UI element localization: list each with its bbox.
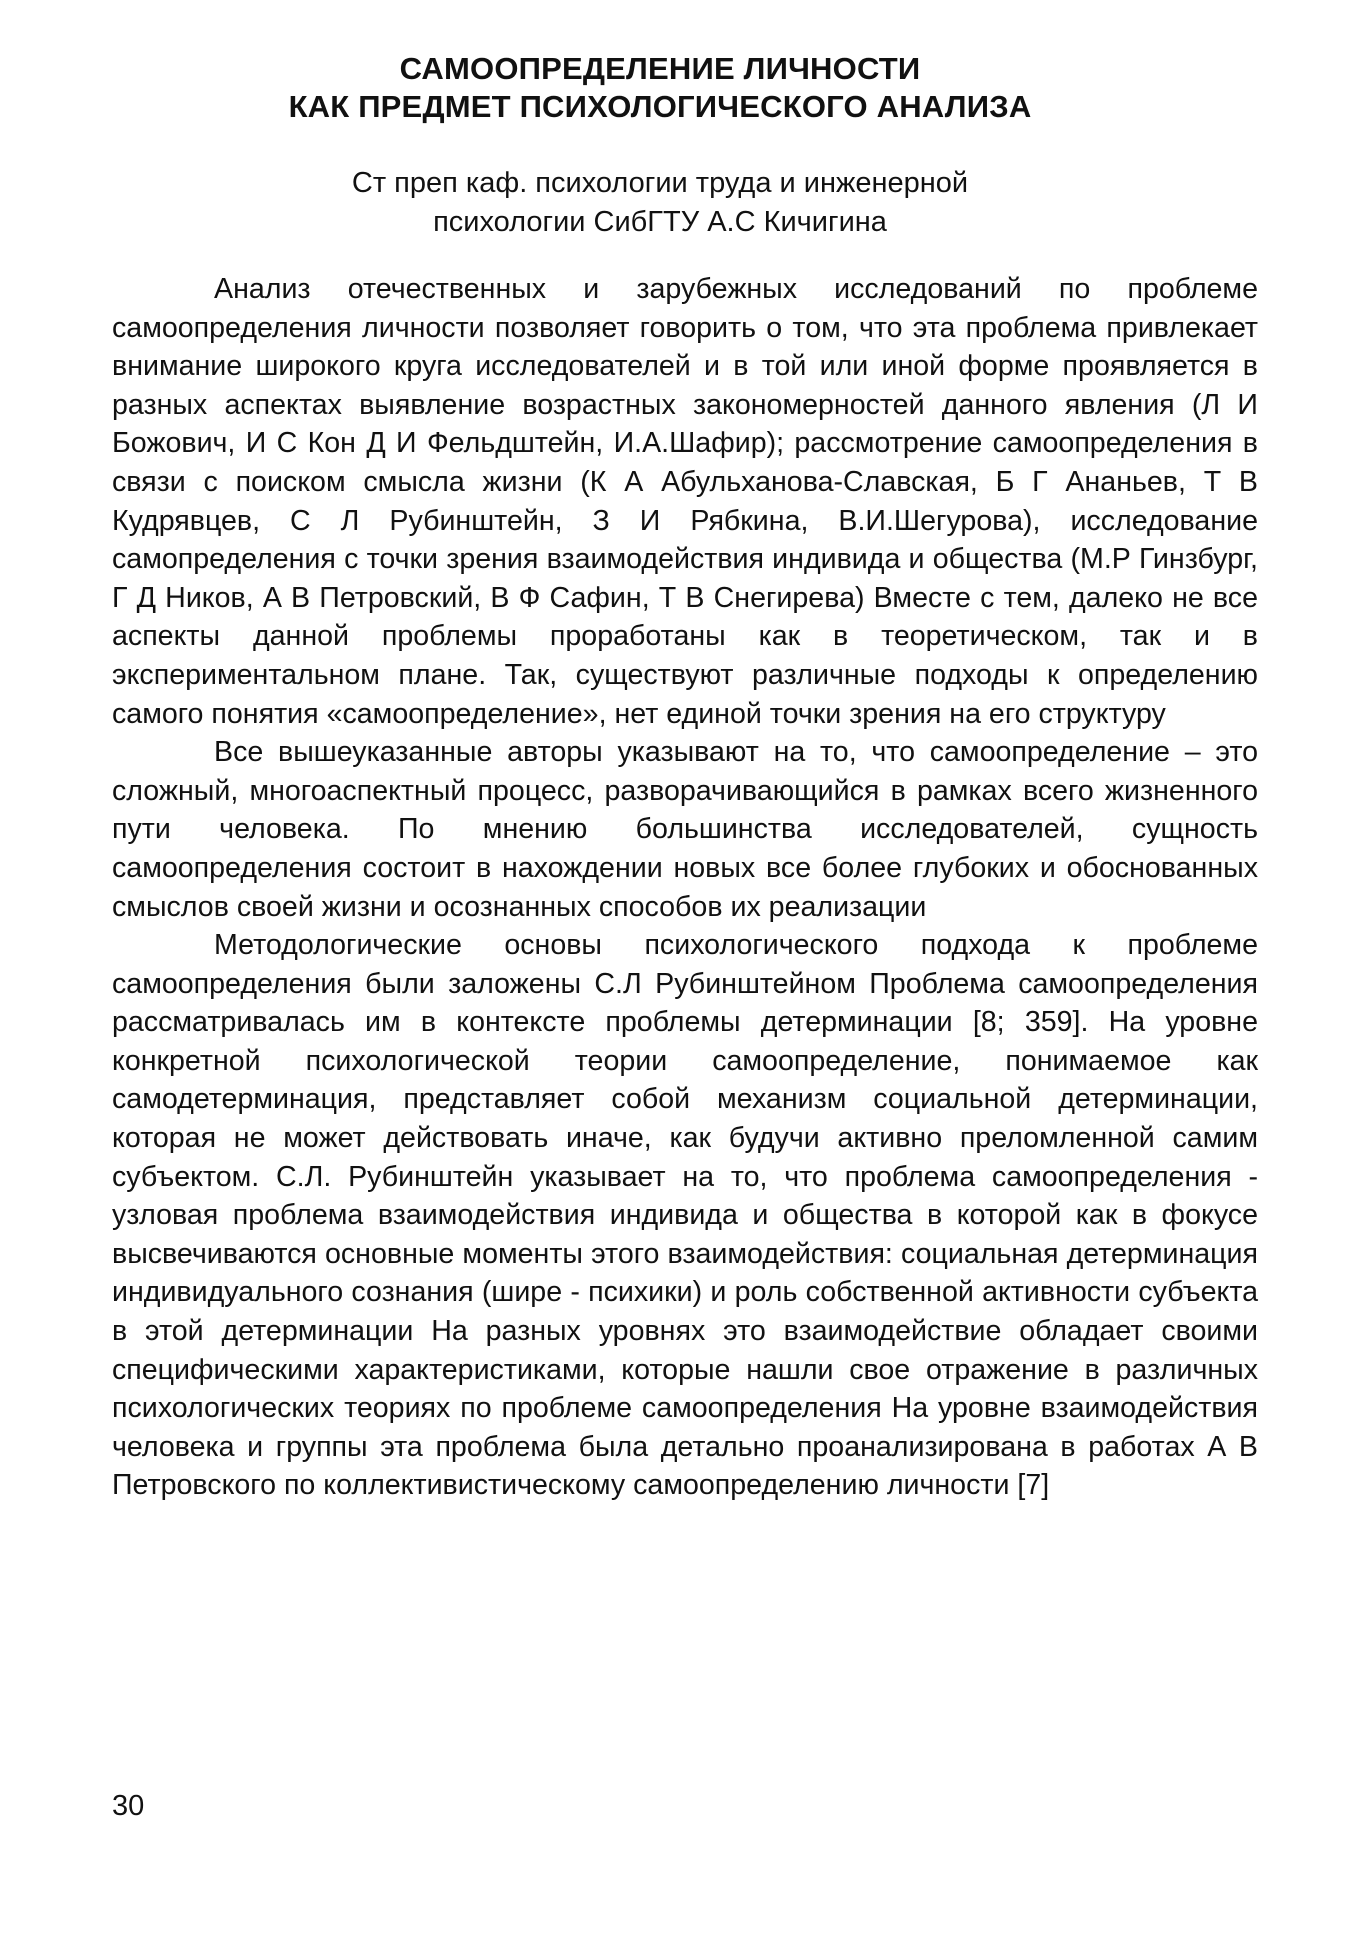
page-number: 30 xyxy=(112,1790,145,1822)
article-body xyxy=(112,270,1258,1505)
body-paragraph-2: Все вышеуказанные авторы указывают на то, что самоопределение – это сложный, многоаспектный процесс, разворачивающийся в рамках всего жизненного пути человека. По мнению большинства исследователей, сущность самоопределения состоит в нахождении новых все более глубоких и обоснованных смыслов своей жизни и осознанных способов их реализации xyxy=(112,736,1258,923)
body-paragraph-1: Анализ отечественных и зарубежных исследований по проблеме самоопределения личности позволяет говорить о том, что эта проблема привлекает внимание широкого круга исследователей и в той или иной форме проявляется в разных аспектах выявление возрастных закономерностей данного явления (Л И Божович, И С Кон Д И Фельдштейн, И.А.Шафир); рассмотрение самоопределения в связи с поиском смысла жизни (К А Абульханова-Славская, Б Г Ананьев, Т В Кудрявцев, С Л Рубинштейн, З И Рябкина, В.И.Шегурова), исследование самопределения с точки зрения взаимодействия индивида и общества (М.Р Гинзбург, Г Д Ников, А В Петровский, В Ф Сафин, Т В Снегирева) Вместе с тем, далеко не все аспекты данной проблемы проработаны как в теоретическом, так и в экспериментальном плане. Так, существуют различные подходы к определению самого понятия «самоопределение», нет единой точки зрения на его структуру xyxy=(112,273,1258,730)
affiliation-line-2: психологии СибГТУ А.С Кичигина xyxy=(433,206,887,238)
title-line-2: КАК ПРЕДМЕТ ПСИХОЛОГИЧЕСКОГО АНАЛИЗА xyxy=(288,89,1032,124)
title-line-1: САМООПРЕДЕЛЕНИЕ ЛИЧНОСТИ xyxy=(399,51,921,86)
body-paragraph-3: Методологические основы психологического подхода к проблеме самоопределения были заложены С.Л Рубинштейном Проблема самоопределения рассматривалась им в контексте проблемы детерминации [8; 359]. На уровне конкретной психологической теории самоопределение, понимаемое как самодетерминация, представляет собой механизм социальной детерминации, которая не может действовать иначе, как будучи активно преломленной самим субъектом. С.Л. Рубинштейн указывает на то, что проблема самоопределения - узловая проблема взаимодействия индивида и общества в которой как в фокусе высвечиваются основные моменты этого взаимодействия: социальная детерминация индивидуального сознания (шире - психики) и роль собственной активности субъекта в этой детерминации На разных уровнях это взаимодействие обладает своими специфическими характеристиками, которые нашли свое отражение в различных психологических теориях по проблеме самоопределения На уровне взаимодействия человека и группы эта проблема была детально проанализирована в работах А В Петровского по коллективистическому самоопределению личности [7] xyxy=(112,929,1258,1502)
article-title xyxy=(160,50,1160,126)
affiliation-line-1: Ст преп каф. психологии труда и инженерной xyxy=(351,167,969,199)
author-affiliation xyxy=(160,164,1160,242)
